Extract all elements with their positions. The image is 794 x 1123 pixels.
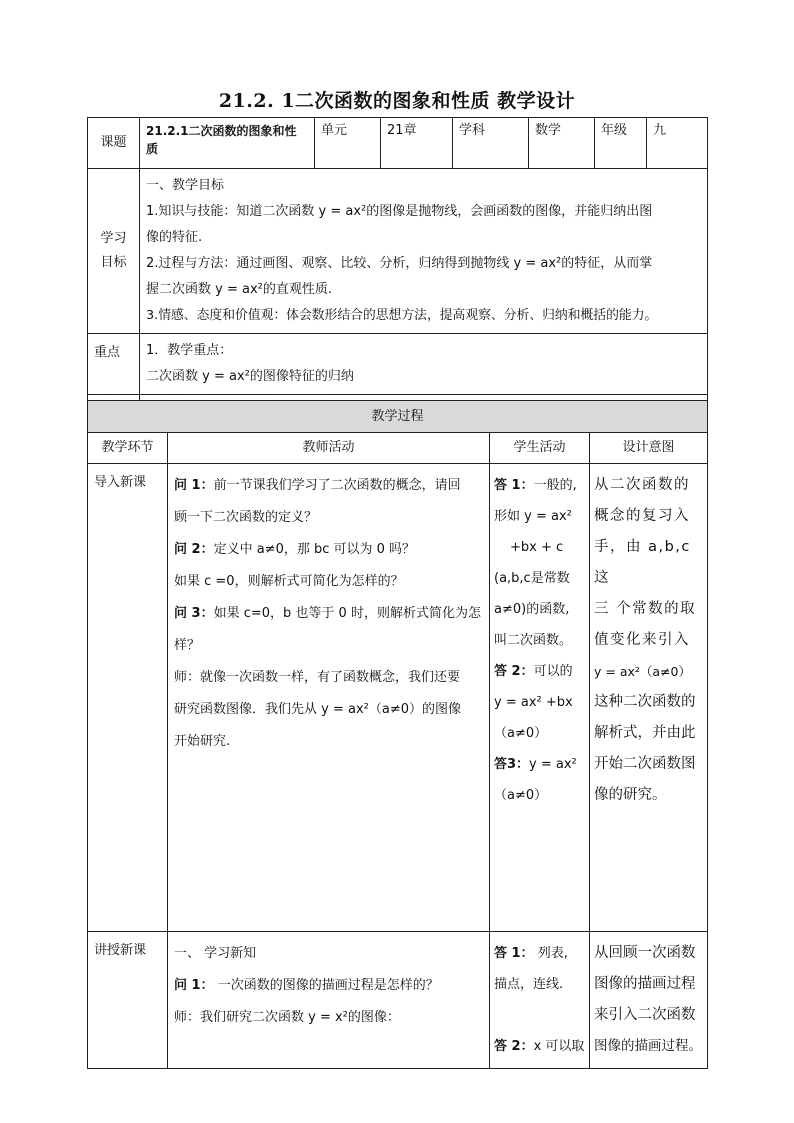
design-line: 解析式，并由此 <box>594 725 696 741</box>
student-line: （a≠0） <box>494 788 548 803</box>
goal-line: 3.情感、态度和价值观：体会数形结合的思想方法，提高观察、分析、归纳和概括的能力。 <box>146 308 658 323</box>
goal-line: 2.过程与方法：通过画图、观察、比较、分析，归纳得到抛物线 y = ax²的特征，从而掌 <box>146 256 653 271</box>
col-design: 设计意图 <box>590 433 708 464</box>
goal-line: 1.知识与技能：知道二次函数 y = ax²的图像是抛物线，会画函数的图像，并能归纳出图 <box>146 204 653 219</box>
teacher-line: 问 1：前一节课我们学习了二次函数的概念，请回 <box>174 478 461 493</box>
goal-line: 像的特征. <box>146 230 203 245</box>
teacher-line: 师：就像一次函数一样，有了函数概念，我们还要 <box>174 670 461 685</box>
teacher-line: 顾一下二次函数的定义？ <box>174 510 318 525</box>
unit-value: 21章 <box>381 118 453 169</box>
design-line: 手，由 a,b,c 这 <box>594 539 691 586</box>
teacher-line: 如果 c =0，则解析式可简化为怎样的？ <box>174 574 404 589</box>
design-line: 开始二次函数图 <box>594 756 696 772</box>
teacher-line: 样？ <box>174 638 201 653</box>
teacher-line: 问 3：如果 c=0，b 也等于 0 时，则解析式简化为怎 <box>174 606 481 621</box>
teacher-line: 师：我们研究二次函数 y = x²的图像： <box>174 1010 400 1025</box>
goals-label-text: 学习目标 <box>100 231 127 270</box>
goals-label <box>88 169 140 334</box>
design-line: 三 个常数的取 <box>594 601 697 617</box>
design-line: 图像的描画过程 <box>594 976 696 992</box>
key-content <box>140 334 708 395</box>
subject-value: 数学 <box>529 118 595 169</box>
design-line: 这种二次函数的 <box>594 694 696 710</box>
student-line: a≠0)的函数, <box>494 602 570 617</box>
goal-line: 一、教学目标 <box>146 178 225 193</box>
teacher-line: 一、 学习新知 <box>174 946 257 961</box>
design-line: 从二次函数的 <box>594 477 690 493</box>
design-line: 图像的描画过程。 <box>594 1038 702 1054</box>
keti-label: 课题 <box>88 118 140 169</box>
unit-label: 单元 <box>315 118 381 169</box>
teacher-activity-new <box>168 932 490 1069</box>
key-line: 二次函数 y = ax²的图像特征的归纳 <box>146 369 354 384</box>
stage-new-lesson: 讲授新课 <box>88 932 168 1069</box>
grade-value: 九 <box>647 118 708 169</box>
grade-label: 年级 <box>595 118 647 169</box>
design-intent-intro <box>590 464 708 932</box>
student-activity-new <box>490 932 590 1069</box>
design-line: 概念的复习入 <box>594 508 690 524</box>
stage-intro: 导入新课 <box>88 464 168 932</box>
student-line: y = ax² +bx <box>494 695 573 710</box>
student-line: (a,b,c是常数 <box>494 571 570 586</box>
student-line: 答 2：可以的 <box>494 664 573 679</box>
design-line: 从回顾一次函数 <box>594 945 696 961</box>
teacher-line: 问 2：定义中 a≠0，那 bc 可以为 0 吗？ <box>174 542 416 557</box>
subject-label: 学科 <box>453 118 529 169</box>
student-line: +bx + c <box>510 540 564 555</box>
student-line: （a≠0） <box>494 726 548 741</box>
teacher-line: 问 1： 一次函数的图像的描画过程是怎样的？ <box>174 978 439 993</box>
student-line: 答 1： 列表, <box>494 946 568 961</box>
key-label: 重点 <box>88 334 140 395</box>
student-line: 答3：y = ax² <box>494 757 577 772</box>
goal-line: 握二次函数 y = ax²的直观性质. <box>146 282 332 297</box>
design-line: 来引入二次函数 <box>594 1007 696 1023</box>
student-activity-intro <box>490 464 590 932</box>
teacher-line: 开始研究. <box>174 734 231 749</box>
teacher-activity-intro <box>168 464 490 932</box>
design-intent-new <box>590 932 708 1069</box>
process-title: 教学过程 <box>88 401 708 433</box>
teacher-line: 研究函数图像．我们先从 y = ax²（a≠0）的图像 <box>174 702 461 717</box>
design-line: 像的研究。 <box>594 787 667 803</box>
teaching-process-table <box>87 400 708 1069</box>
goals-content <box>140 169 708 334</box>
col-stage: 教学环节 <box>88 433 168 464</box>
keti-value: 21.2.1二次函数的图象和性质 <box>140 118 315 169</box>
document-title: 21.2. 1二次函数的图象和性质 教学设计 <box>218 90 576 112</box>
col-teacher: 教师活动 <box>168 433 490 464</box>
design-line: y = ax²（a≠0） <box>594 664 691 679</box>
student-line: 叫二次函数。 <box>494 633 573 648</box>
student-line: 描点，连线. <box>494 977 564 992</box>
student-line: 答 1：一般的, <box>494 478 577 493</box>
student-line <box>494 1000 585 1031</box>
design-line: 值变化来引入 <box>594 632 690 648</box>
student-line: 答 2：x 可以取 <box>494 1039 585 1054</box>
lesson-info-table <box>87 117 708 422</box>
key-line: 1．教学重点： <box>146 343 233 358</box>
student-line: 形如 y = ax² <box>494 509 572 524</box>
col-student: 学生活动 <box>490 433 590 464</box>
